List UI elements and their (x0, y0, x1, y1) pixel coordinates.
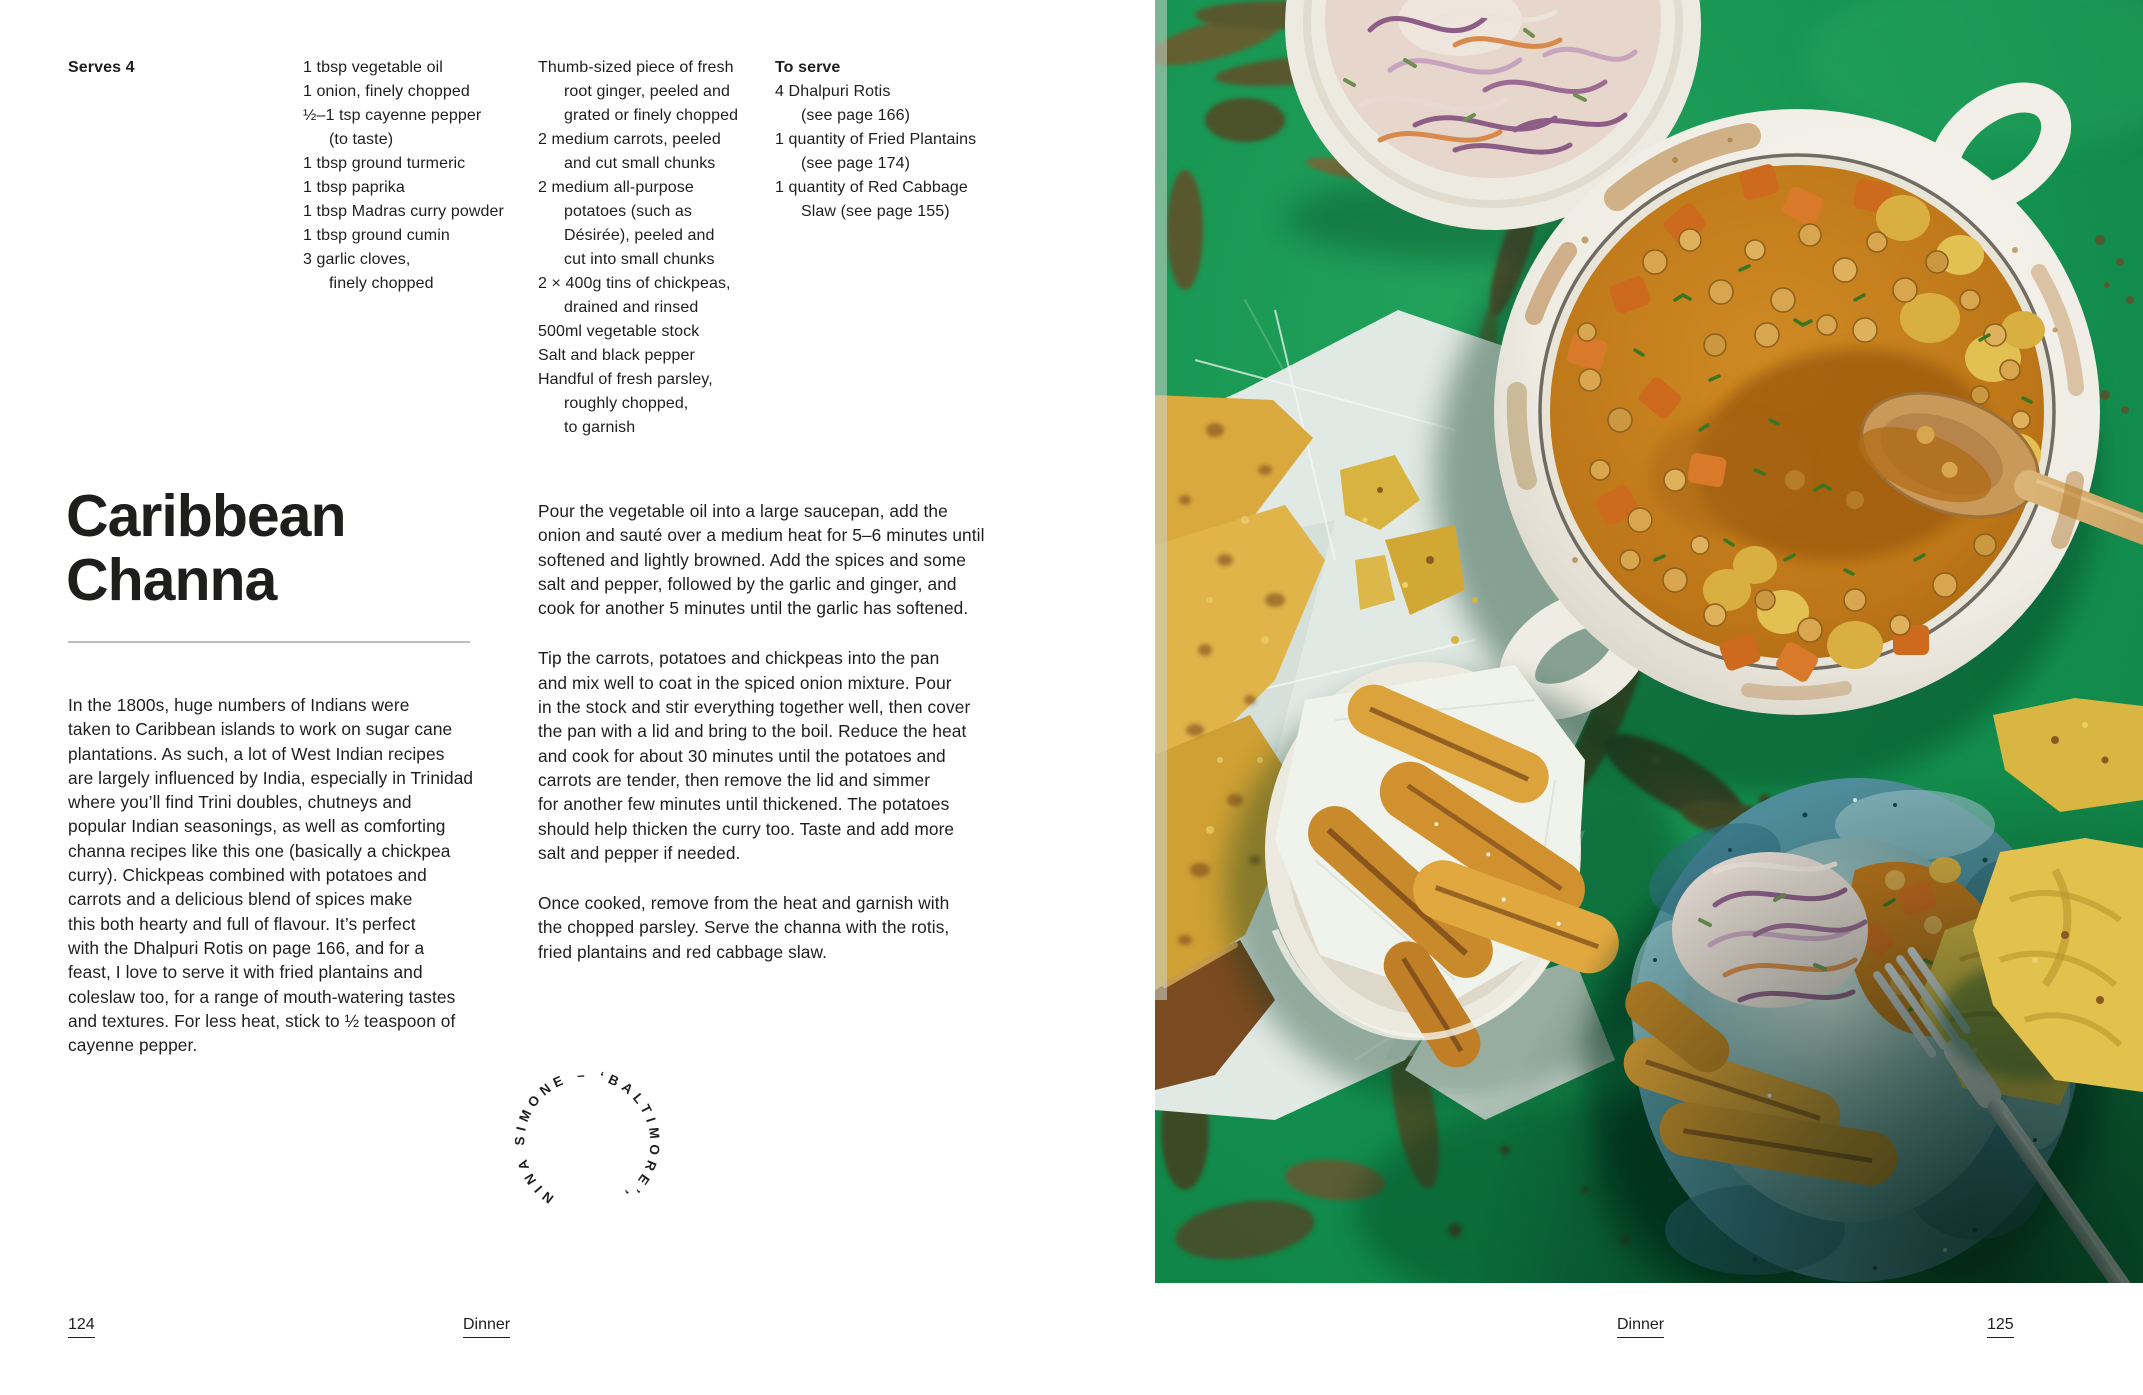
ingredients-column-2 (538, 56, 738, 440)
text-line: and cook for about 30 minutes until the potatoes and (538, 745, 946, 766)
text-line: curry). Chickpeas combined with potatoes and (68, 865, 427, 886)
text-line: and textures. For less heat, stick to ½ teaspoon of (68, 1010, 456, 1031)
recipe-intro (68, 693, 498, 1057)
text-line: Pour the vegetable oil into a large saucepan, add the (538, 501, 948, 521)
text-line: softened and lightly browned. Add the spices and some (538, 549, 967, 570)
text-line: grated or finely chopped (564, 107, 739, 124)
text-line: root ginger, peeled and (564, 83, 730, 100)
text-line: Handful of fresh parsley, (538, 371, 713, 388)
text-line: taken to Caribbean islands to work on sugar cane (68, 719, 453, 740)
text-line: in the stock and stir everything together well, then cover (538, 697, 971, 718)
method-paragraph-2 (538, 646, 1008, 865)
method-paragraph-1 (538, 499, 1008, 620)
text-line: salt and pepper if needed. (538, 842, 741, 863)
text-line: Désirée), peeled and (564, 227, 715, 244)
text-line: onion and sauté over a medium heat for 5–6 minutes until (538, 525, 985, 546)
text-line: fried plantains and red cabbage slaw. (538, 941, 828, 962)
text-line: the chopped parsley. Serve the channa with the rotis, (538, 917, 950, 938)
text-line: should help thicken the curry too. Taste and add more (538, 818, 955, 839)
text-line: 1 tbsp paprika (303, 179, 405, 196)
text-line: Tip the carrots, potatoes and chickpeas into the pan (538, 648, 940, 669)
serves-label: Serves 4 (68, 59, 135, 76)
text-line: for another few minutes until thickened. The potatoes (538, 794, 950, 815)
text-line: cook for another 5 minutes until the garlic has softened. (538, 598, 969, 619)
page-number-right: 125 (1987, 1316, 2014, 1338)
text-line: 500ml vegetable stock (538, 323, 700, 340)
recipe-title-line1: Caribbean (66, 483, 346, 549)
text-line: feast, I love to serve it with fried plantains and (68, 962, 423, 983)
photo-edge-wash (1155, 0, 1167, 1000)
recipe-method (538, 499, 1008, 990)
text-line: with the Dhalpuri Rotis on page 166, and for a (68, 937, 425, 958)
method-paragraph-3 (538, 891, 1008, 964)
to-serve-column (775, 56, 976, 224)
text-line: cut into small chunks (564, 251, 715, 268)
page-number-left: 124 (68, 1316, 95, 1338)
song-stamp-text: NINA SIMONE – ‘BALTIMORE’, (511, 1067, 663, 1207)
text-line: 1 tbsp ground cumin (303, 227, 450, 244)
text-line: channa recipes like this one (basically a chickpea (68, 840, 451, 861)
shadow-vignette (1155, 0, 2143, 1283)
text-line: Slaw (see page 155) (801, 203, 950, 220)
text-line: this both hearty and full of flavour. It’s perfect (68, 913, 416, 934)
text-line: Salt and black pepper (538, 347, 695, 364)
recipe-title (66, 484, 346, 612)
text-line: carrots are tender, then remove the lid and simmer (538, 769, 931, 790)
text-line: 4 Dhalpuri Rotis (775, 83, 891, 100)
ingredients-column-1 (303, 56, 504, 296)
recipe-title-line2: Channa (66, 547, 277, 613)
text-line: 2 medium all-purpose (538, 179, 694, 196)
title-divider-rule (68, 641, 470, 643)
text-line: and mix well to coat in the spiced onion mixture. Pour (538, 672, 952, 693)
text-line: 1 tbsp Madras curry powder (303, 203, 504, 220)
text-line: are largely influenced by India, especially in Trinidad (68, 767, 474, 788)
recipe-photo (1155, 0, 2143, 1283)
text-line: 1 tbsp vegetable oil (303, 59, 443, 76)
text-line: (see page 166) (801, 107, 911, 124)
text-line: 3 garlic cloves, (303, 251, 411, 268)
text-line: ½–1 tsp cayenne pepper (303, 107, 482, 124)
section-label-right: Dinner (1617, 1316, 1664, 1338)
text-line: 1 quantity of Fried Plantains (775, 131, 977, 148)
text-line: Once cooked, remove from the heat and garnish with (538, 893, 950, 914)
text-line: 1 tbsp ground turmeric (303, 155, 466, 172)
text-line: plantations. As such, a lot of West Indian recipes (68, 743, 445, 764)
song-stamp (508, 1063, 668, 1223)
text-line: finely chopped (329, 275, 434, 292)
text-line: potatoes (such as (564, 203, 692, 220)
text-line: (see page 174) (801, 155, 911, 172)
section-label-left: Dinner (463, 1316, 510, 1338)
text-line: (to taste) (329, 131, 394, 148)
text-line: coleslaw too, for a range of mouth-watering tastes (68, 986, 456, 1007)
text-line: drained and rinsed (564, 299, 699, 316)
text-line: roughly chopped, (564, 395, 689, 412)
text-line: salt and pepper, followed by the garlic and ginger, and (538, 573, 957, 594)
text-line: and cut small chunks (564, 155, 716, 172)
text-line: Thumb-sized piece of fresh (538, 59, 734, 76)
text-line: cayenne pepper. (68, 1035, 198, 1056)
text-line: 2 × 400g tins of chickpeas, (538, 275, 731, 292)
to-serve-list (775, 80, 976, 224)
text-line: to garnish (564, 419, 636, 436)
to-serve-header: To serve (775, 59, 841, 76)
text-line: In the 1800s, huge numbers of Indians were (68, 695, 410, 715)
text-line: 2 medium carrots, peeled (538, 131, 721, 148)
text-line: 1 quantity of Red Cabbage (775, 179, 968, 196)
text-line: 1 onion, finely chopped (303, 83, 470, 100)
text-line: carrots and a delicious blend of spices make (68, 889, 413, 910)
text-line: where you’ll find Trini doubles, chutneys and (68, 792, 412, 813)
text-line: popular Indian seasonings, as well as comforting (68, 816, 446, 837)
text-line: the pan with a lid and bring to the boil. Reduce the heat (538, 721, 967, 742)
